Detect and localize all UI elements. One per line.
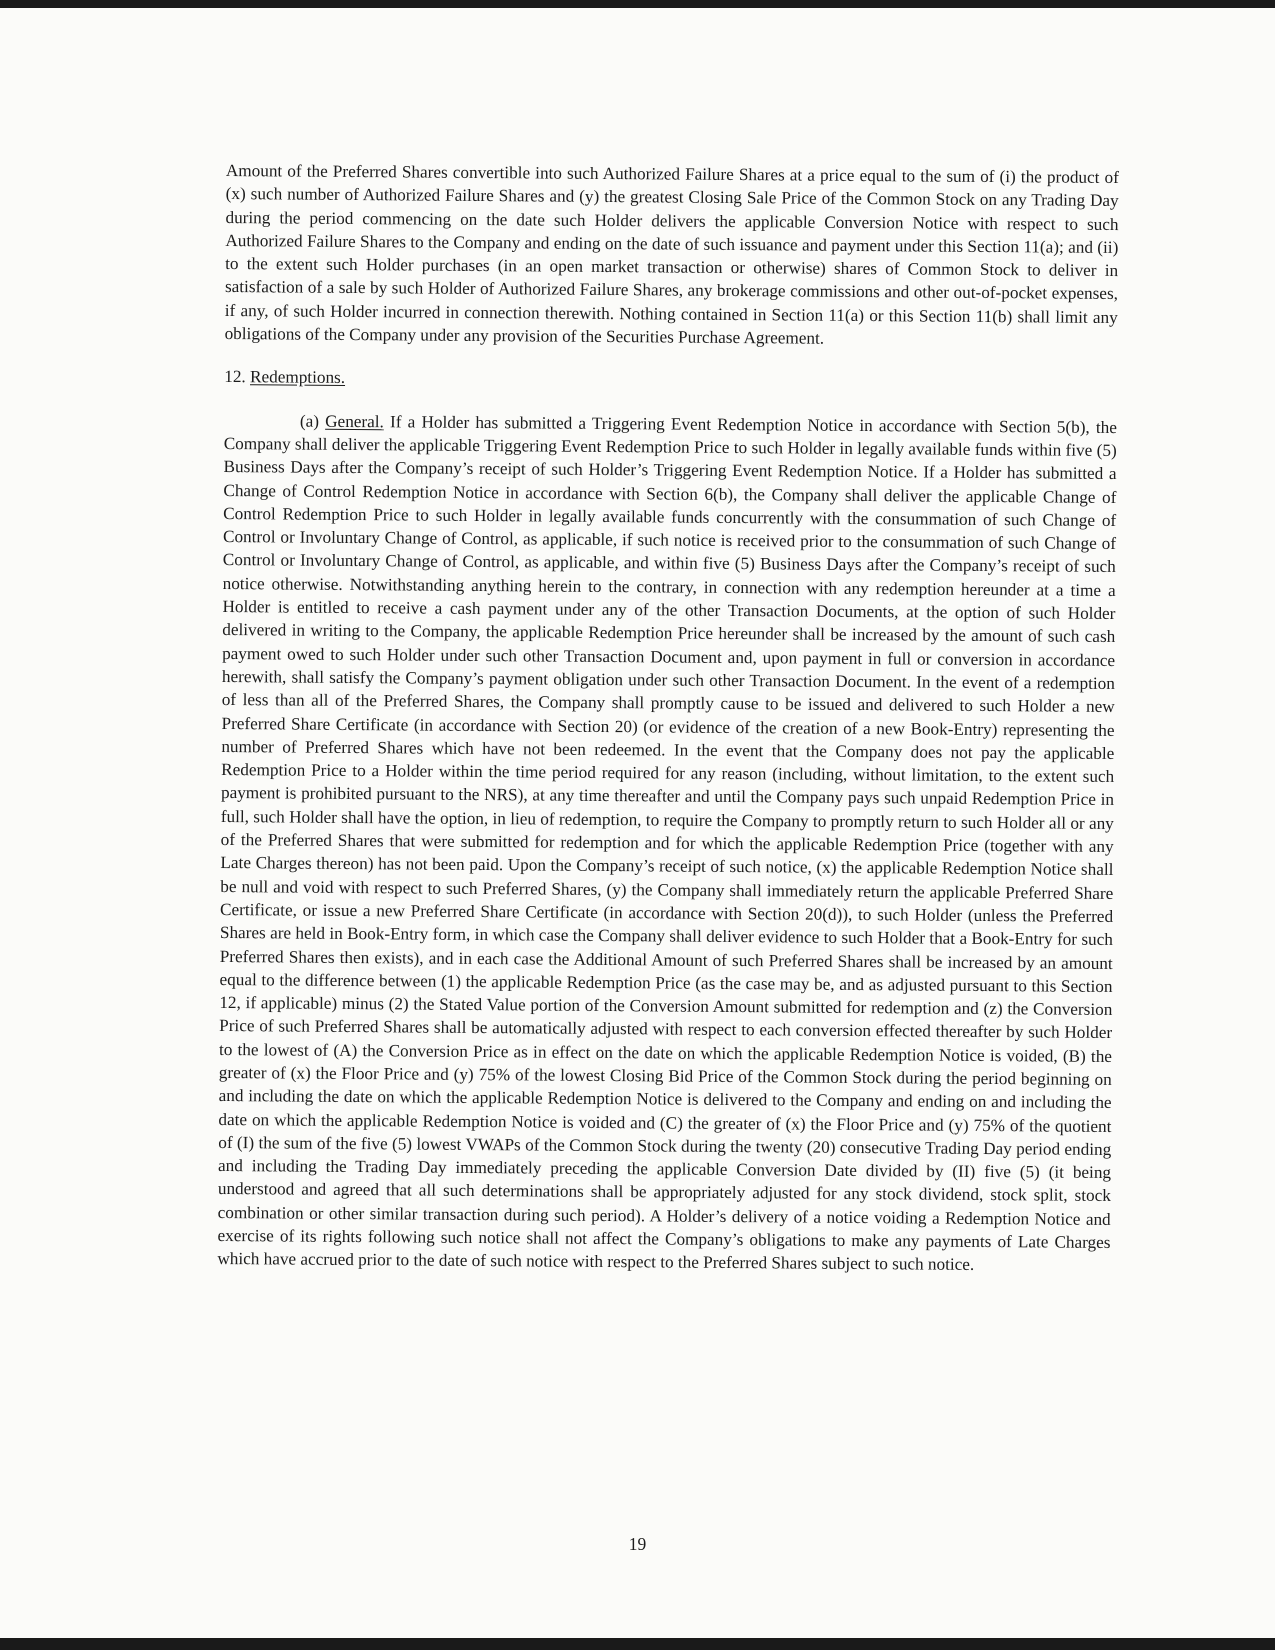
indent-spacer: [224, 426, 300, 427]
subsection-heading: General.: [325, 411, 384, 431]
section-12-heading: [224, 365, 1117, 395]
document-body: [217, 159, 1119, 1278]
section-number: 12.: [224, 367, 246, 387]
continued-paragraph: Amount of the Preferred Shares convertible into such Authorized Failure Shares at a price equal to the sum of (i) the product of (x) such number of Authorized Failure Shares and (y) the greatest Closing Sale Price of the Common Stock on any Trading Day during the period commencing on the date such Holder delivers the applicable Conversion Notice with respect to such Authorized Failure Shares to the Company and ending on the date of such issuance and payment under this Section 11(a); and (ii) to the extent such Holder purchases (in an open market transaction or otherwise) shares of Common Stock to deliver in satisfaction of a sale by such Holder of Authorized Failure Shares, any brokerage commissions and other out-of-pocket expenses, if any, of such Holder incurred in connection therewith. Nothing contained in Section 11(a) or this Section 11(b) shall limit any obligations of the Company under any provision of the Securities Purchase Agreement.: [224, 160, 1119, 348]
subsection-a-paragraph: [217, 409, 1117, 1278]
section-title: Redemptions.: [249, 367, 346, 388]
subsection-body: If a Holder has submitted a Triggering Event Redemption Notice in accordance with Section 5(b), the Company shall deliver the applicable Triggering Event Redemption Price to such Holder in legally available funds within five (5) Business Days after the Company’s receipt of such Holder’s Triggering Event Redemption Notice. If a Holder has submitted a Change of Control Redemption Notice in accordance with Section 6(b), the Company shall deliver the applicable Change of Control Redemption Price to such Holder in legally available funds concurrently with the consummation of such Change of Control or Involuntary Change of Control, as applicable, if such notice is received prior to the consummation of such Change of Control or Involuntary Change of Control, as applicable, and within five (5) Business Days after the Company’s receipt of such notice otherwise. Notwithstanding anything herein to the contrary, in connection with any redemption hereunder at a time a Holder is entitled to receive a cash payment under any of the other Transaction Documents, at the option of such Holder delivered in writing to the Company, the applicable Redemption Price hereunder shall be increased by the amount of such cash payment owed to such Holder under such other Transaction Document and, upon payment in full or conversion in accordance herewith, shall satisfy the Company’s payment obligation under such other Transaction Document. In the event of a redemption of less than all of the Preferred Shares, the Company shall promptly cause to be issued and delivered to such Holder a new Preferred Share Certificate (in accordance with Section 20) (or evidence of the creation of a new Book-Entry) representing the number of Preferred Shares which have not been redeemed. In the event that the Company does not pay the applicable Redemption Price to a Holder within the time period required for any reason (including, without limitation, to the extent such payment is prohibited pursuant to the NRS), at any time thereafter and until the Company pays such unpaid Redemption Price in full, such Holder shall have the option, in lieu of redemption, to require the Company to promptly return to such Holder all or any of the Preferred Shares that were submitted for redemption and for which the applicable Redemption Price (together with any Late Charges thereon) has not been paid. Upon the Company’s receipt of such notice, (x) the applicable Redemption Notice shall be null and void with respect to such Preferred Shares, (y) the Company shall immediately return the applicable Preferred Share Certificate, or issue a new Preferred Share Certificate (in accordance with Section 20(d)), to such Holder (unless the Preferred Shares are held in Book-Entry form, in which case the Company shall deliver evidence to such Holder that a Book-Entry for such Preferred Shares then exists), and in each case the Additional Amount of such Preferred Shares shall be increased by an amount equal to the difference between (1) the applicable Redemption Price (as the case may be, and as adjusted pursuant to this Section 12, if applicable) minus (2) the Stated Value portion of the Conversion Amount submitted for redemption and (z) the Conversion Price of such Preferred Shares shall be automatically adjusted with respect to each conversion effected thereafter by such Holder to the lowest of (A) the Conversion Price as in effect on the date on which the applicable Redemption Notice is voided, (B) the greater of (x) the Floor Price and (y) 75% of the lowest Closing Bid Price of the Common Stock during the period beginning on and including the date on which the applicable Redemption Notice is delivered to the Company and ending on and including the date on which the applicable Redemption Notice is voided and (C) the greater of (x) the Floor Price and (y) 75% of the quotient of (I) the sum of the five (5) lowest VWAPs of the Common Stock during the twenty (20) consecutive Trading Day period ending and including the Trading Day immediately preceding the applicable Conversion Date divided by (II) five (5) (it being understood and agreed that all such determinations shall be appropriately adjusted for any stock dividend, stock split, stock combination or other similar transaction during such period). A Holder’s delivery of a notice voiding a Redemption Notice and exercise of its rights following such notice shall not affect the Company’s obligations to make any payments of Late Charges which have accrued prior to the date of such notice with respect to the Preferred Shares subject to such notice.: [217, 411, 1118, 1275]
page-number: 19: [628, 1534, 647, 1554]
subsection-label: (a): [299, 411, 320, 431]
document-page: [0, 8, 1275, 1638]
